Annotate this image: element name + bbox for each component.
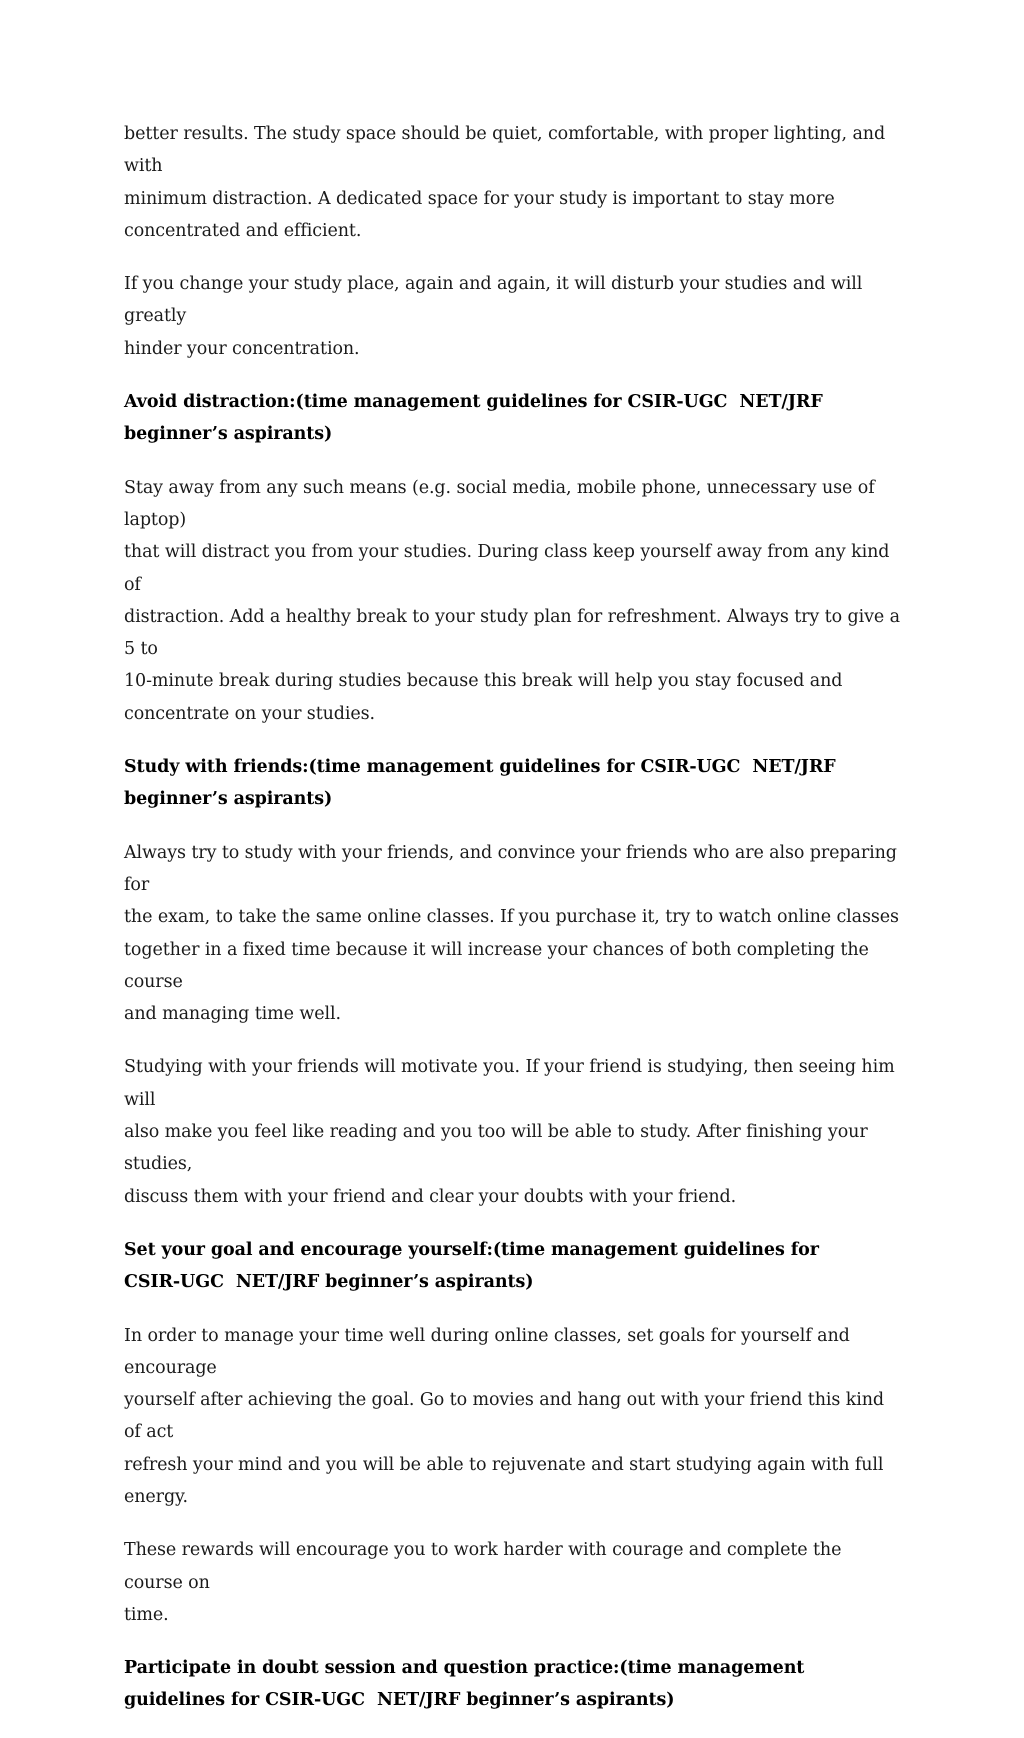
paragraph-study-with-friends: Always try to study with your friends, and convince your friends who are also preparing for the exam, to take the same online classes. If you purchase it, try to watch online classes together in a fixed time because it will increase your chances of both completing the course and managing time well. (124, 842, 899, 1025)
paragraph-stay-away: Stay away from any such means (e.g. social media, mobile phone, unnecessary use of laptop) that will distract you from your studies. During class keep yourself away from any kind of distraction. Add a healthy break to your study plan for refreshment. Always try to give a 5 to 10-minute break during studies because this break will help you stay focused and concentrate on your studies. (124, 477, 900, 724)
document-page (124, 118, 904, 1738)
paragraph-motivate: Studying with your friends will motivate you. If your friend is studying, then seeing him will also make you feel like reading and you too will be able to study. After finishing your studies, discuss them with your friend and clear your doubts with your friend. (124, 1057, 895, 1207)
heading-doubt-session: Participate in doubt session and question practice:(time management guidelines for CSIR-UGC NET/JRF beginner’s aspirants) (124, 1658, 805, 1711)
paragraph-study-space: better results. The study space should be quiet, comfortable, with proper lighting, and with minimum distraction. A dedicated space for your study is important to stay more concentrated and efficient. (124, 124, 886, 241)
heading-study-with-friends: Study with friends:(time management guidelines for CSIR-UGC NET/JRF beginner’s aspirants) (124, 757, 836, 810)
heading-avoid-distraction: Avoid distraction:(time management guidelines for CSIR-UGC NET/JRF beginner’s aspirants) (124, 392, 823, 445)
heading-set-goal: Set your goal and encourage yourself:(time management guidelines for CSIR-UGC NET/JRF beginner’s aspirants) (124, 1239, 819, 1293)
paragraph-set-goals: In order to manage your time well during online classes, set goals for yourself and encourage yourself after achieving the goal. Go to movies and hang out with your friend this kind of act refresh your mind and you will be able to rejuvenate and start studying again with full energy. (124, 1325, 885, 1507)
paragraph-change-study-place: If you change your study place, again and again, it will disturb your studies and will greatly hinder your concentration. (124, 274, 863, 359)
paragraph-rewards: These rewards will encourage you to work harder with courage and complete the course on time. (124, 1540, 842, 1625)
